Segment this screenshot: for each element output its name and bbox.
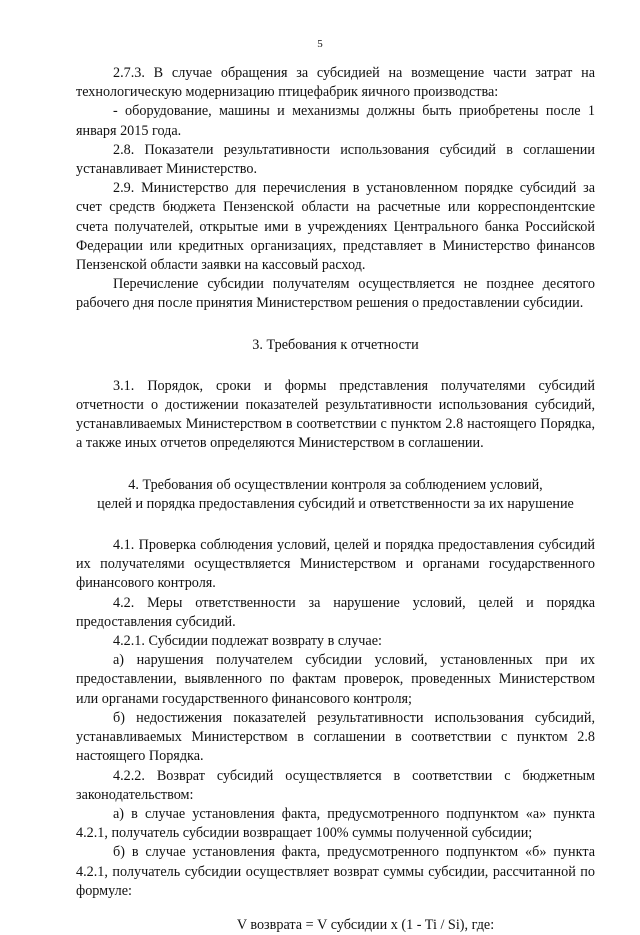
paragraph-equipment-date: - оборудование, машины и механизмы должны быть приобретены после 1 января 2015 года. bbox=[76, 103, 595, 139]
section-4-heading-line2: целей и порядка предоставления субсидий и ответственности за их нарушение bbox=[97, 495, 574, 512]
paragraph-4-1: 4.1. Проверка соблюдения условий, целей и порядка предоставления субсидий их получателями осуществляется Министерством и органами государственного финансового контроля. bbox=[76, 537, 595, 592]
paragraph-transfer-deadline: Перечисление субсидии получателям осуществляется не позднее десятого рабочего дня после принятия Министерством решения о предоставлении субсидии. bbox=[76, 276, 595, 312]
paragraph-3-1: 3.1. Порядок, сроки и формы представления получателями субсидий отчетности о достижении показателей результативности использования субсидий, устанавливаемых Министерством в соответствии с пунктом 2.8 настоящего Порядка, а также иных отчетов определяются Министерством в соглашении. bbox=[76, 377, 595, 452]
paragraph-4-2-2: 4.2.2. Возврат субсидий осуществляется в соответствии с бюджетным законодательством: bbox=[76, 767, 595, 803]
paragraph-2-9: 2.9. Министерство для перечисления в установленном порядке субсидий за счет средств бюджета Пензенской области на расчетные или корреспондентские счета получателей, открытые ими в учреждениях Центрального банка Российской Федерации или кредитных организациях, представляет в Министерство финансов Пензенской области заявки на кассовый расход. bbox=[76, 180, 595, 274]
paragraph-2-7-3: 2.7.3. В случае обращения за субсидией на возмещение части затрат на технологическую модернизацию птицефабрик яичного производства: bbox=[76, 65, 595, 101]
paragraph-4-2-1-a: а) нарушения получателем субсидии условий, установленных при их предоставлении, выявленного по фактам проверок, проведенных Министерством или органами государственного финансового контроля; bbox=[76, 652, 595, 707]
page-number: 5 bbox=[317, 38, 323, 50]
section-3-heading: 3. Требования к отчетности bbox=[252, 336, 419, 353]
paragraph-4-2-1-b: б) недостижения показателей результативности использования субсидий, устанавливаемых Министерством в соглашении в соответствии с пунктом 2.8 настоящего Порядка. bbox=[76, 709, 595, 765]
paragraph-4-2-2-b: б) в случае установления факта, предусмотренного подпунктом «б» пункта 4.2.1, получатель субсидии осуществляет возврат суммы субсидии, рассчитанной по формуле: bbox=[76, 844, 595, 899]
refund-formula: V возврата = V субсидии x (1 - Ti / Si), где: bbox=[236, 916, 495, 933]
paragraph-4-2: 4.2. Меры ответственности за нарушение условий, целей и порядка предоставления субсидий. bbox=[76, 594, 595, 630]
section-4-heading-line1: 4. Требования об осуществлении контроля за соблюдением условий, bbox=[128, 476, 543, 493]
paragraph-2-8: 2.8. Показатели результативности использования субсидий в соглашении устанавливает Министерство. bbox=[76, 141, 595, 178]
document-body bbox=[76, 64, 595, 935]
paragraph-4-2-2-a: а) в случае установления факта, предусмотренного подпунктом «а» пункта 4.2.1, получатель субсидии возвращает 100% суммы полученной субсидии; bbox=[76, 805, 595, 842]
paragraph-4-2-1: 4.2.1. Субсидии подлежат возврату в случае: bbox=[113, 633, 382, 650]
